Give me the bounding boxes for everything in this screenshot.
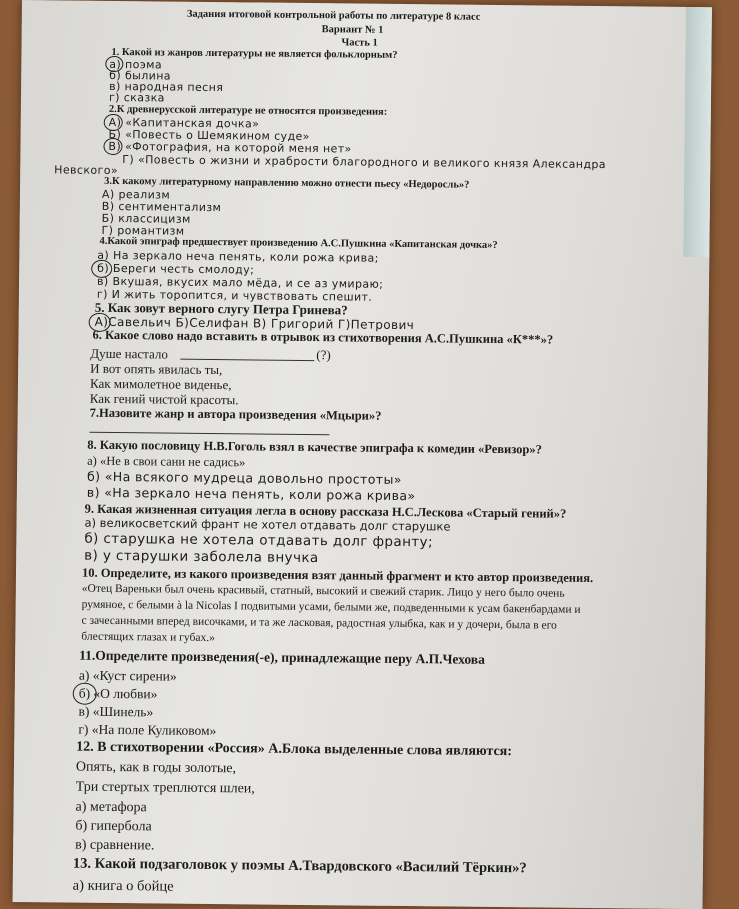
q9-option-b: б) старушка не хотела отдавать долг франту; [84, 530, 434, 551]
paper-sheet [13, 0, 712, 909]
q11-option-a: а) «Куст сирени» [78, 667, 177, 684]
q9-option-a: а) великосветский франт не хотел отдавать долг старушке [84, 515, 451, 534]
q12-option-a: а) метафора [75, 799, 147, 816]
q8-option-a: а) «Не в свои сани не садись» [87, 453, 246, 470]
q8-option-c: в) «На зеркало неча пенять, коли рожа крива» [86, 484, 416, 504]
poem-line-3: Как мимолетное виденье, [89, 375, 232, 393]
question-8: 8. Какую пословицу Н.В.Гоголь взял в качестве эпиграфа к комедии «Ревизор»? [87, 437, 542, 457]
q4-option-b: б) Береги честь смолоду; [97, 261, 255, 277]
q5-options: А)Савельич Б)Селифан В) Григорий Г)Петрович [94, 314, 415, 333]
q9-option-c: в) у старушки заболела внучка [84, 547, 319, 567]
answer-circle [103, 138, 122, 155]
q1-option-c: в) народная песня [109, 79, 224, 95]
q1-option-d: г) сказка [108, 90, 165, 105]
poem-line-1: Опять, как в годы золотые, [75, 759, 237, 777]
q4-option-d: г) И жить торопится, и чувствовать спешит. [96, 287, 373, 304]
q1-option-a: а) поэма [109, 57, 163, 72]
q3-option-d: Г) романтизм [101, 223, 185, 238]
q11-option-d: г) «На поле Куликовом» [78, 721, 217, 739]
q4-option-a: а) На зеркало неча пенять, коли рожа крива; [97, 248, 379, 265]
part-label: Часть 1 [341, 37, 378, 49]
q2-option-d: Г) «Повесть о жизни и храбрости благородного и великого князя Александра [122, 153, 607, 172]
q2-option-d-continued: Невского» [54, 163, 119, 178]
q3-option-c: Б) классицизм [101, 211, 191, 226]
worksheet-content [13, 0, 712, 909]
fragment-line-2: румяное, с белыми à la Nicolas I подвитыми усами, белыми же, подведенными к усам бакенбардами и [81, 598, 581, 616]
question-2: 2.К древнерусской литературе не относятся произведения: [108, 103, 388, 118]
poem-line-2: И вот опять явилась ты, [90, 360, 223, 378]
poem-line-2: Три стертых треплются шлеи, [75, 779, 255, 797]
q1-option-b: б) былина [109, 68, 172, 83]
q11-option-b: б) «О любви» [78, 685, 158, 702]
q2-option-c: В) «Фотография, на которой меня нет» [108, 139, 352, 156]
fragment-line-3: с зачесанными вперед височками, и та же ласковая, радостная улыбка, как и у дочери, была в его [81, 614, 557, 632]
question-4: 4.Какой эпиграф предшествует произведению А.С.Пушкина «Капитанская дочка»? [99, 235, 498, 251]
q4-option-c: в) Вкушая, вкусих мало мёда, и се аз умираю; [96, 274, 384, 291]
variant-label: Вариант № 1 [321, 24, 384, 36]
question-13: 13. Какой подзаголовок у поэмы А.Твардовского «Василий Тёркин»? [72, 855, 527, 877]
answer-circle [73, 683, 97, 705]
question-1: 1. Какой из жанров литературы не является фольклорным? [111, 46, 398, 61]
blank-mark: (?) [316, 347, 331, 363]
question-5: 5. Как зовут верного слугу Петра Гринева? [94, 299, 348, 318]
fragment-line-1: «Отец Вареньки был очень красивый, статный, высокий и свежий старик. Лицо у него было очень [81, 582, 565, 600]
question-9: 9. Какая жизненная ситуация легла в основу рассказа Н.С.Лескова «Старый гений»? [84, 501, 567, 521]
question-7: 7.Назовите жанр и автора произведения «Мцыри»? [89, 405, 382, 423]
q3-option-b: В) сентиментализм [101, 199, 222, 215]
q12-option-c: в) сравнение. [75, 837, 155, 854]
page-title: Задания итоговой контрольной работы по литературе 8 класс [186, 8, 481, 23]
question-10: 10. Определите, из какого произведения взят данный фрагмент и кто автор произведения. [81, 565, 594, 586]
answer-line [89, 432, 329, 436]
q13-option-a: а) книга о бойце [72, 877, 174, 895]
q12-option-b: б) гипербола [75, 818, 152, 835]
question-11: 11.Определите произведения(-е), принадлежащие перу А.П.Чехова [79, 647, 485, 667]
poem-line-4: Как гений чистой красоты. [89, 390, 239, 408]
answer-blank [180, 359, 314, 361]
q8-option-b: б) «На всякого мудреца довольно простоты» [86, 468, 402, 488]
fragment-line-4: блестящих глазах и губах.» [81, 630, 215, 645]
question-12: 12. В стихотворении «Россия» А.Блока выделенные слова являются: [76, 739, 513, 760]
question-6: 6. Какое слово надо вставить в отрывок из стихотворения А.С.Пушкина «К***»? [92, 327, 554, 347]
q11-option-c: в) «Шинель» [78, 703, 154, 720]
q3-option-a: А) реализм [101, 187, 171, 202]
q2-option-a: А) «Капитанская дочка» [108, 115, 260, 131]
poem-line-1: Душе настало [90, 345, 168, 362]
question-3: 3.К какому литературному направлению можно отнести пьесу «Недоросль»? [104, 175, 470, 191]
q2-option-b: Б) «Повесть о Шемякином суде» [108, 127, 310, 144]
